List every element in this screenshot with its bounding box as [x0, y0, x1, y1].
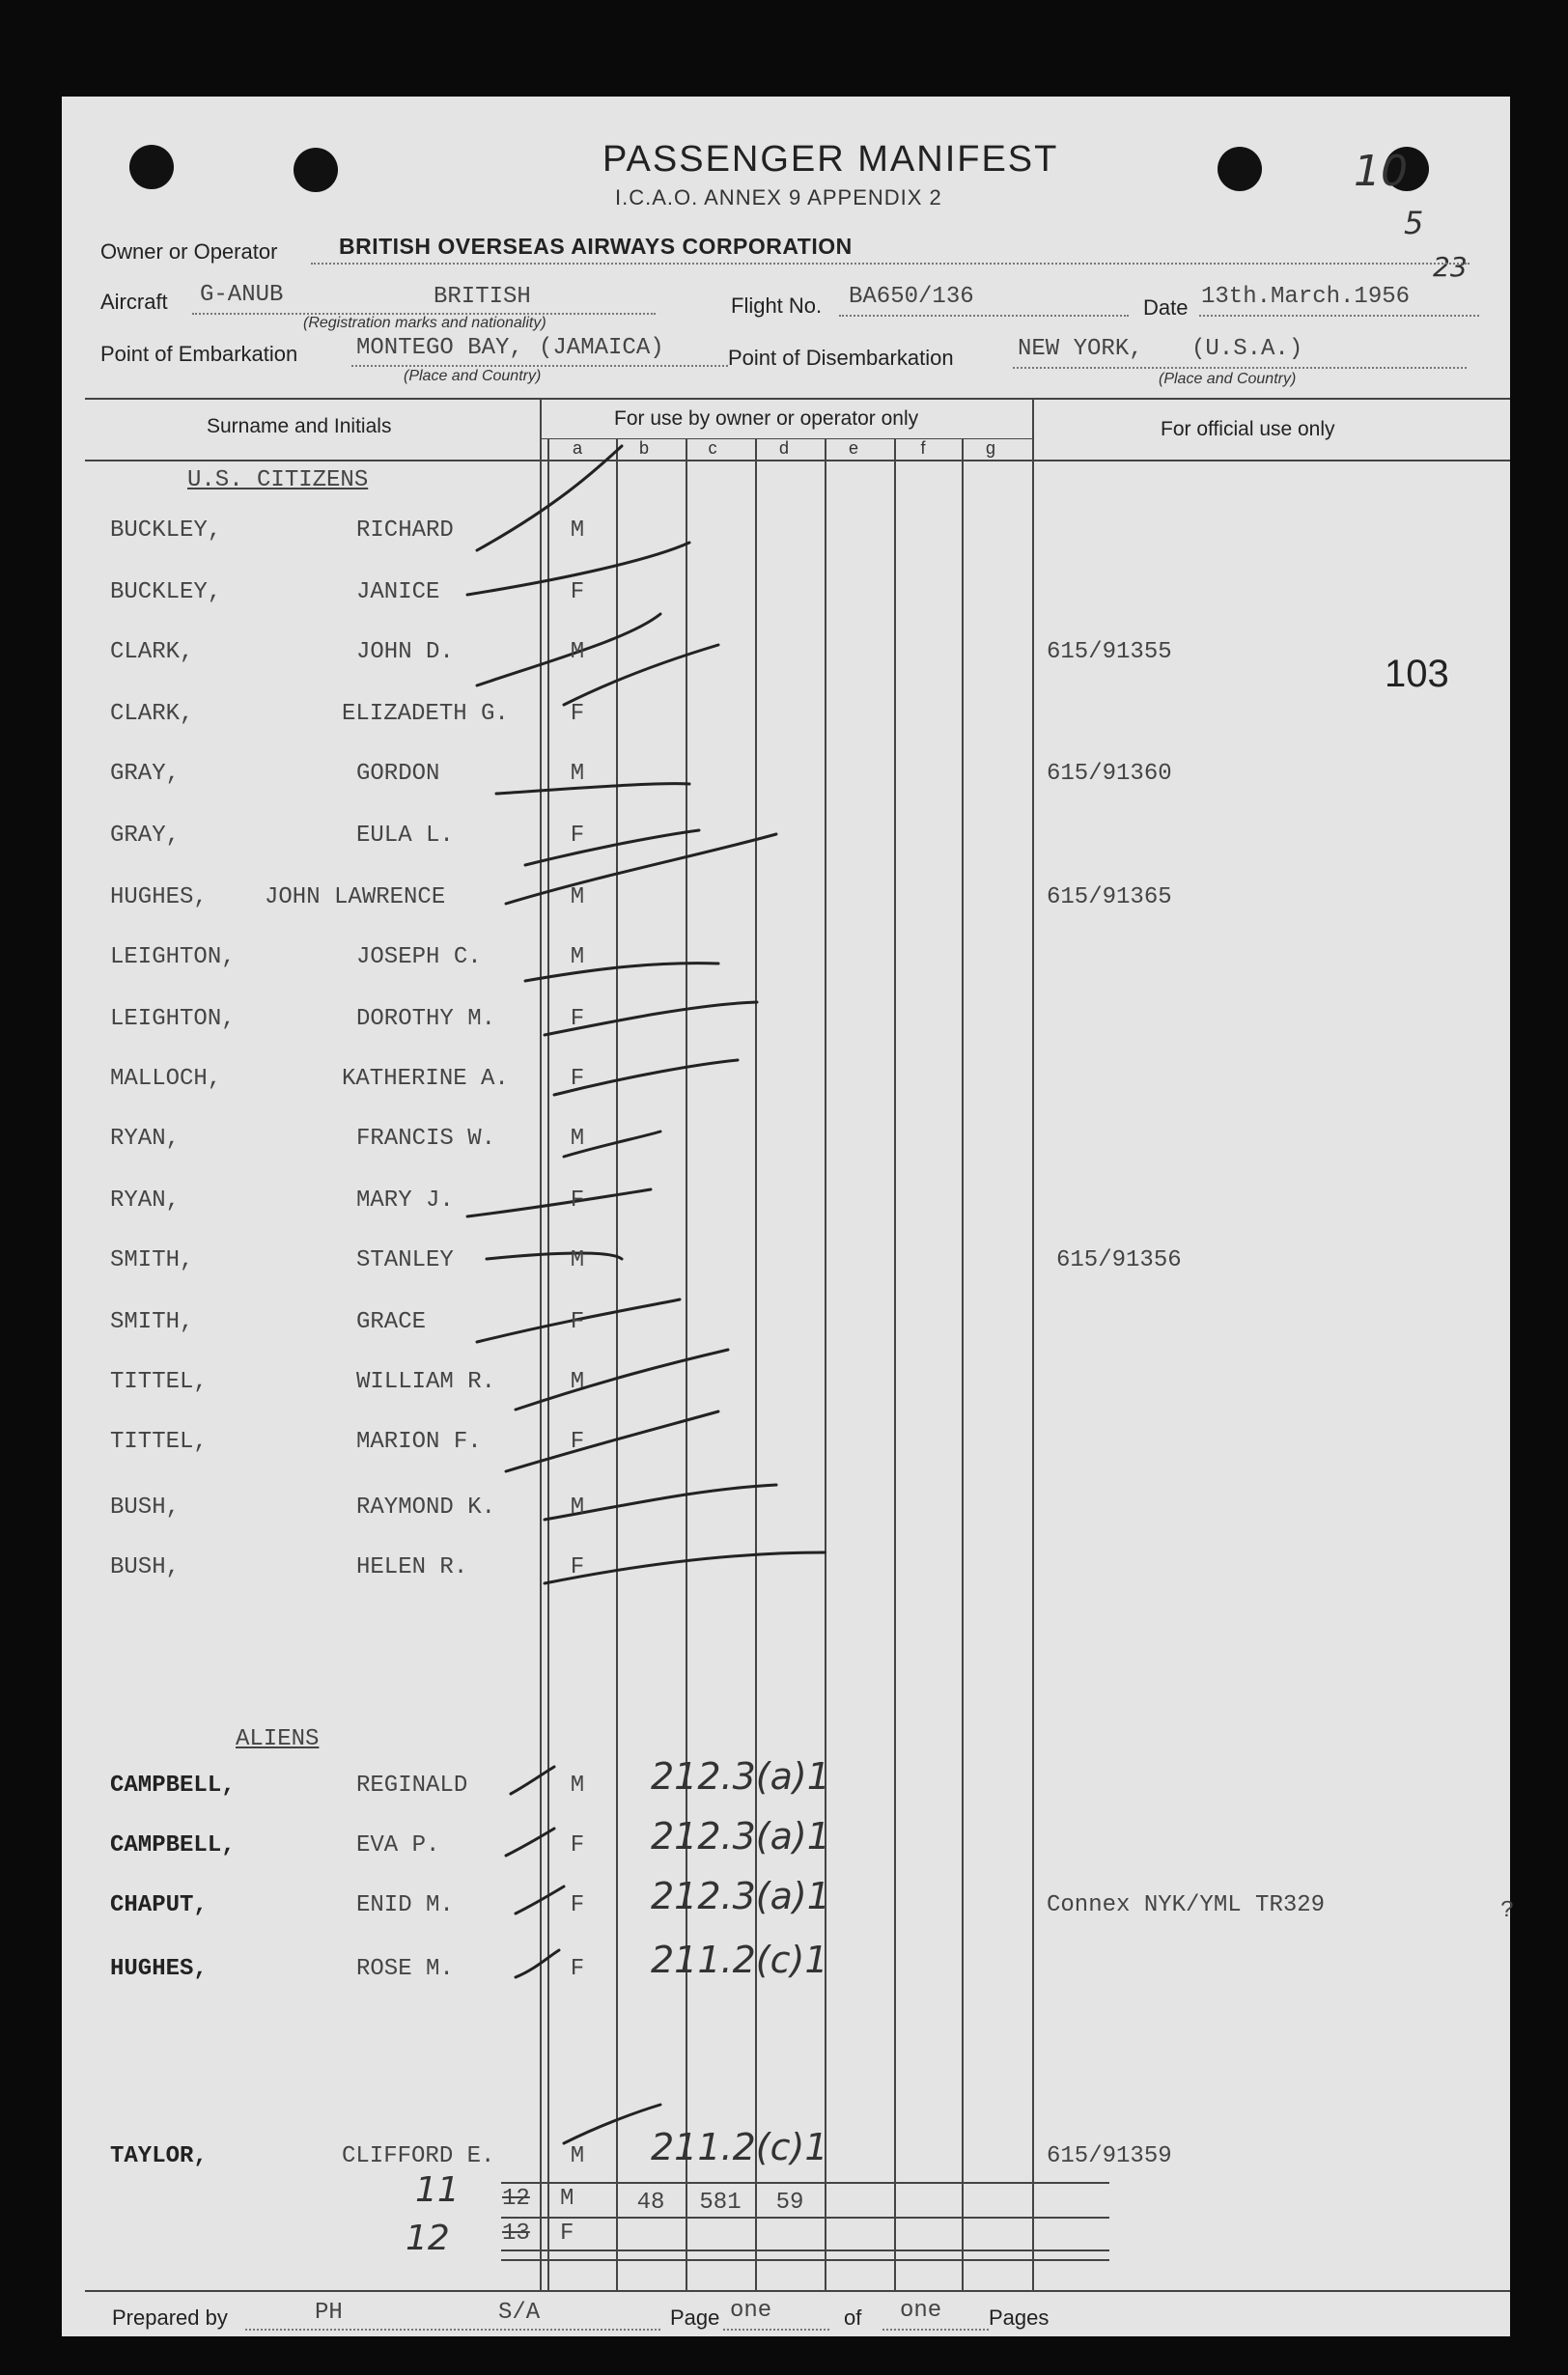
passenger-sex: M — [570, 517, 585, 544]
of-value: one — [900, 2298, 942, 2324]
total-female-handwritten: 12 — [406, 2219, 450, 2258]
subcol-e: e — [848, 438, 858, 458]
disembarkation-country: (U.S.A.) — [1191, 336, 1303, 362]
manifest-page — [62, 97, 1515, 2336]
passenger-given-name: MARY J. — [356, 1188, 454, 1214]
passenger-given-name: KATHERINE A. — [342, 1066, 509, 1092]
date-label: Date — [1143, 295, 1189, 320]
passenger-sex: F — [570, 1956, 585, 1982]
passenger-official-number: 615/91360 — [1047, 761, 1172, 787]
passenger-given-name: JOSEPH C. — [356, 944, 482, 970]
embarkation-country: (JAMAICA) — [539, 335, 664, 361]
passenger-given-name: JANICE — [356, 579, 440, 605]
corner-fraction-top: 5 — [1404, 205, 1424, 241]
prepared-by-suffix: S/A — [498, 2300, 541, 2326]
passenger-given-name: FRANCIS W. — [356, 1126, 496, 1152]
passenger-sex: M — [570, 1773, 585, 1799]
passenger-surname: CLARK, — [110, 639, 194, 665]
check-stroke — [564, 2105, 660, 2143]
total-male-handwritten: 11 — [415, 2170, 460, 2210]
check-stroke — [516, 1350, 728, 1410]
embarkation-place: MONTEGO BAY, — [356, 335, 523, 361]
embarkation-label: Point of Embarkation — [100, 342, 298, 366]
total-sex-f: F — [560, 2221, 574, 2247]
page-value: one — [730, 2298, 772, 2324]
passenger-sex: F — [570, 1066, 585, 1092]
passenger-surname: GRAY, — [110, 761, 181, 787]
embarkation-caption: (Place and Country) — [404, 368, 542, 384]
passenger-given-name: JOHN LAWRENCE — [265, 884, 446, 910]
passenger-sex: M — [570, 1369, 585, 1395]
page-label: Page — [670, 2305, 720, 2330]
passenger-official-number: Connex NYK/YML TR329 — [1047, 1892, 1326, 1918]
subcol-g: g — [985, 438, 995, 458]
passenger-sex: F — [570, 1554, 585, 1580]
passenger-sex: M — [570, 1126, 585, 1152]
check-stroke — [506, 834, 776, 904]
passenger-official-number: 615/91355 — [1047, 639, 1172, 665]
passenger-surname: RYAN, — [110, 1126, 181, 1152]
disembarkation-caption: (Place and Country) — [1159, 371, 1297, 387]
col-owner-header: For use by owner or operator only — [614, 407, 919, 430]
passenger-surname: GRAY, — [110, 823, 181, 849]
passenger-surname: SMITH, — [110, 1247, 194, 1273]
corner-fraction-bottom: 23 — [1433, 251, 1468, 283]
passenger-sex: M — [570, 944, 585, 970]
flight-label: Flight No. — [731, 293, 823, 318]
passenger-sex: M — [570, 761, 585, 787]
passenger-sex: F — [570, 701, 585, 727]
passenger-status-code: 212.3(a)1 — [651, 1875, 830, 1917]
passenger-sex: M — [570, 1495, 585, 1521]
passenger-status-code: 212.3(a)1 — [651, 1755, 830, 1798]
passenger-given-name: HELEN R. — [356, 1554, 468, 1580]
total-col-b: 48 — [636, 2190, 665, 2216]
passenger-surname: BUCKLEY, — [110, 517, 222, 544]
passenger-surname: TAYLOR, — [110, 2143, 208, 2169]
aircraft-registration: G-ANUB — [200, 282, 284, 308]
passenger-given-name: ENID M. — [356, 1892, 454, 1918]
check-stroke — [506, 1829, 554, 1856]
passenger-sex: F — [570, 1892, 585, 1918]
passenger-surname: MALLOCH, — [110, 1066, 222, 1092]
passenger-surname: RYAN, — [110, 1188, 181, 1214]
subcol-d: d — [778, 438, 789, 458]
passenger-surname: BUCKLEY, — [110, 579, 222, 605]
passenger-surname: BUSH, — [110, 1495, 181, 1521]
official-question-mark: ? — [1500, 1898, 1515, 1924]
disembarkation-label: Point of Disembarkation — [728, 346, 954, 370]
passenger-surname: HUGHES, — [110, 1956, 208, 1982]
subcol-c: c — [708, 438, 717, 458]
prepared-by-value: PH — [315, 2300, 343, 2326]
passenger-given-name: GRACE — [356, 1309, 427, 1335]
passenger-surname: TITTEL, — [110, 1369, 208, 1395]
passenger-surname: BUSH, — [110, 1554, 181, 1580]
passenger-status-code: 211.2(c)1 — [651, 1939, 828, 1981]
passenger-sex: F — [570, 1188, 585, 1214]
total-sex-m: M — [560, 2186, 574, 2212]
owner-label: Owner or Operator — [100, 239, 278, 264]
pages-label: Pages — [989, 2305, 1050, 2330]
passenger-given-name: MARION F. — [356, 1429, 482, 1455]
date-value: 13th.March.1956 — [1201, 284, 1411, 310]
passenger-sex: F — [570, 1006, 585, 1032]
passenger-given-name: RAYMOND K. — [356, 1495, 496, 1521]
passenger-sex: M — [570, 2143, 585, 2169]
passenger-surname: LEIGHTON, — [110, 944, 236, 970]
corner-note: 10 — [1354, 147, 1408, 196]
passenger-sex: F — [570, 579, 585, 605]
passenger-sex: M — [570, 1247, 585, 1273]
passenger-surname: LEIGHTON, — [110, 1006, 236, 1032]
owner-value: BRITISH OVERSEAS AIRWAYS CORPORATION — [339, 234, 853, 259]
passenger-given-name: DOROTHY M. — [356, 1006, 496, 1032]
aircraft-caption: (Registration marks and nationality) — [303, 315, 546, 331]
passenger-official-number: 615/91359 — [1047, 2143, 1172, 2169]
total-col-c: 581 — [699, 2190, 742, 2216]
passenger-sex: M — [570, 639, 585, 665]
check-stroke — [506, 1411, 718, 1471]
passenger-given-name: RICHARD — [356, 517, 454, 544]
passenger-given-name: ROSE M. — [356, 1956, 454, 1982]
passenger-given-name: WILLIAM R. — [356, 1369, 496, 1395]
subcol-b: b — [638, 438, 649, 458]
total-male-typed: 12 — [502, 2186, 530, 2212]
handwritten-check-marks — [62, 97, 1510, 2336]
passenger-official-number: 615/91356 — [1056, 1247, 1182, 1273]
manifest-subtitle: I.C.A.O. ANNEX 9 APPENDIX 2 — [615, 185, 942, 210]
passenger-given-name: EULA L. — [356, 823, 454, 849]
passenger-given-name: JOHN D. — [356, 639, 454, 665]
flight-number: BA650/136 — [849, 284, 974, 310]
page-stamp-number: 103 — [1385, 653, 1449, 695]
section-us-citizens: U.S. CITIZENS — [187, 467, 369, 493]
section-aliens: ALIENS — [236, 1726, 320, 1752]
passenger-given-name: CLIFFORD E. — [342, 2143, 495, 2169]
passenger-surname: CLARK, — [110, 701, 194, 727]
passenger-status-code: 212.3(a)1 — [651, 1815, 830, 1858]
passenger-given-name: GORDON — [356, 761, 440, 787]
passenger-sex: F — [570, 1429, 585, 1455]
aircraft-label: Aircraft — [100, 290, 168, 314]
passenger-sex: M — [570, 884, 585, 910]
passenger-status-code: 211.2(c)1 — [651, 2126, 828, 2168]
subcol-a: a — [572, 438, 582, 458]
passenger-sex: F — [570, 823, 585, 849]
manifest-title: PASSENGER MANIFEST — [602, 139, 1059, 180]
passenger-official-number: 615/91365 — [1047, 884, 1172, 910]
passenger-given-name: EVA P. — [356, 1832, 440, 1858]
passenger-surname: HUGHES, — [110, 884, 208, 910]
passenger-surname: TITTEL, — [110, 1429, 208, 1455]
passenger-given-name: REGINALD — [356, 1773, 468, 1799]
prepared-by-label: Prepared by — [112, 2305, 228, 2330]
of-label: of — [844, 2305, 862, 2330]
passenger-surname: CHAPUT, — [110, 1892, 208, 1918]
subcol-f: f — [920, 438, 926, 458]
passenger-surname: CAMPBELL, — [110, 1832, 236, 1858]
passenger-given-name: ELIZADETH G. — [342, 701, 509, 727]
passenger-given-name: STANLEY — [356, 1247, 454, 1273]
passenger-surname: SMITH, — [110, 1309, 194, 1335]
aircraft-nationality: BRITISH — [434, 284, 531, 310]
col-surname-header: Surname and Initials — [207, 415, 392, 437]
total-col-d: 59 — [775, 2190, 804, 2216]
col-official-header: For official use only — [1161, 418, 1335, 440]
passenger-sex: F — [570, 1309, 585, 1335]
passenger-sex: F — [570, 1832, 585, 1858]
total-female-typed: 13 — [502, 2221, 530, 2247]
passenger-surname: CAMPBELL, — [110, 1773, 236, 1799]
disembarkation-place: NEW YORK, — [1018, 336, 1143, 362]
